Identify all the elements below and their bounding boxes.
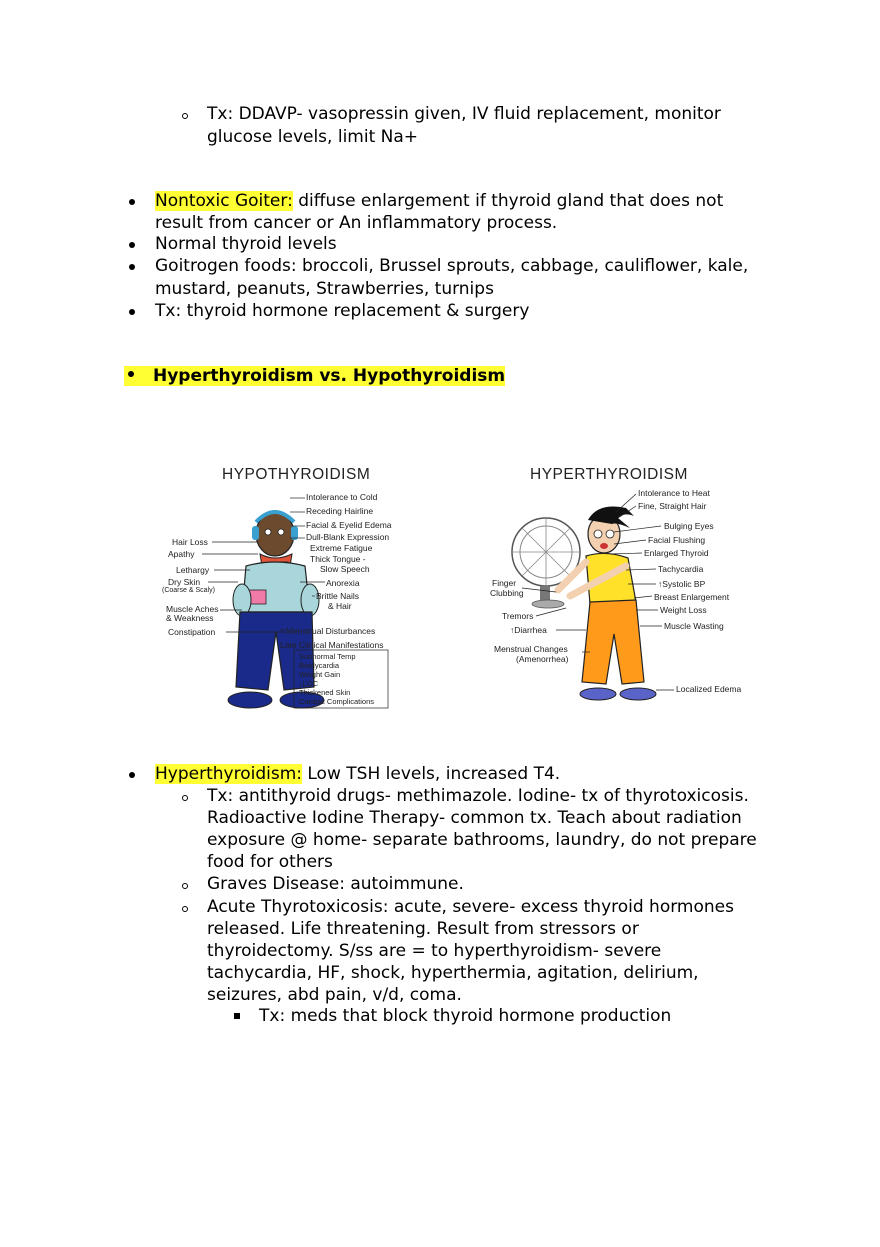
hypo-label: Receding Hairline [306, 506, 374, 516]
hyper-label: Muscle Wasting [664, 621, 724, 631]
goiter-term: Nontoxic Goiter: [155, 191, 293, 211]
acute-line: released. Life threatening. Result from stressors or [207, 919, 639, 939]
hypo-label: Late Clinical Manifestations [280, 640, 384, 650]
hypo-label: Hair Loss [172, 537, 208, 547]
hyper-label: Clubbing [490, 588, 524, 598]
hypo-label: & Hair [328, 601, 352, 611]
goiter-item-normal: Normal thyroid levels [155, 234, 337, 254]
hypo-label: Extreme Fatigue [310, 543, 373, 553]
hyper-tx-line: Tx: antithyroid drugs- methimazole. Iodine- tx of thyrotoxicosis. [207, 786, 749, 806]
hyper-label: ↑Diarrhea [510, 625, 547, 635]
hypo-label: & Weakness [166, 613, 214, 623]
hypo-label: Apathy [168, 549, 195, 559]
hypo-late-item: Weight Gain [299, 670, 341, 679]
hypo-label: Intolerance to Cold [306, 492, 378, 502]
hypo-late-item: ↓LOC [299, 679, 319, 688]
hypo-label: Brittle Nails [316, 591, 359, 601]
hypo-label: Thick Tongue - [310, 554, 366, 564]
hyper-label: Breast Enlargement [654, 592, 730, 602]
sub-bullet [182, 113, 188, 119]
sub-bullet [182, 883, 188, 889]
acute-line: Acute Thyrotoxicosis: acute, severe- excess thyroid hormones [207, 897, 734, 917]
goiter-def-text: diffuse enlargement if thyroid gland that does not [292, 191, 724, 211]
bullet [129, 772, 135, 778]
acute-line: thyroidectomy. S/ss are = to hyperthyroidism- severe [207, 941, 662, 961]
bullet [129, 309, 135, 315]
hyper-label: Enlarged Thyroid [644, 548, 709, 558]
sub-sub-bullet [234, 1013, 240, 1019]
bullet [129, 264, 135, 270]
hyper-label: Tremors [502, 611, 534, 621]
hypo-label: Constipation [168, 627, 216, 637]
hyper-tx-line: food for others [207, 852, 333, 872]
hypo-label: Slow Speech [320, 564, 370, 574]
hyper-label: Facial Flushing [648, 535, 706, 545]
bullet [129, 199, 135, 205]
hyper-label: (Amenorrhea) [516, 654, 569, 664]
comparison-heading [124, 365, 505, 387]
hypo-label: Dry Skin [168, 577, 201, 587]
hyper-label: Intolerance to Heat [638, 488, 710, 498]
sub-bullet [182, 906, 188, 912]
hypo-label: Lethargy [176, 565, 210, 575]
hypo-late-item: Subnormal Temp [299, 652, 356, 661]
goiter-definition [155, 190, 723, 212]
hyper-label: Finger [492, 578, 517, 588]
hyperthyroidism-figure [486, 462, 748, 718]
hyperthyroidism-def-text: Low TSH levels, increased T4. [301, 764, 561, 784]
hypo-label: (Coarse & Scaly) [162, 587, 215, 594]
sub-bullet [182, 795, 188, 801]
hyper-title: HYPERTHYROIDISM [530, 466, 688, 483]
goiter-item-foods-2: mustard, peanuts, Strawberries, turnips [155, 279, 494, 299]
hyper-tx-line: Radioactive Iodine Therapy- common tx. Teach about radiation [207, 808, 742, 828]
acute-line: tachycardia, HF, shock, hyperthermia, agitation, delirium, [207, 963, 699, 983]
hyper-tx-line: exposure @ home- separate bathrooms, laundry, do not prepare [207, 830, 757, 850]
hypo-title: HYPOTHYROIDISM [222, 466, 371, 483]
comparison-heading-text: Hyperthyroidism vs. Hypothyroidism [153, 366, 506, 386]
graves-line: Graves Disease: autoimmune. [207, 874, 464, 894]
hypo-label: Muscle Aches [166, 604, 219, 614]
hypothyroidism-figure [160, 462, 410, 718]
bullet [129, 242, 135, 248]
hyper-label: Localized Edema [676, 684, 742, 694]
goiter-item-tx: Tx: thyroid hormone replacement & surgery [155, 301, 530, 321]
tx-ddavp-line1: Tx: DDAVP- vasopressin given, IV fluid replacement, monitor [207, 104, 721, 124]
hyper-label: Tachycardia [658, 564, 704, 574]
hyper-label: Bulging Eyes [664, 521, 714, 531]
hypo-late-item: Cardiac Complications [299, 697, 375, 706]
goiter-item-foods-1: Goitrogen foods: broccoli, Brussel sprouts, cabbage, cauliflower, kale, [155, 256, 749, 276]
hyper-label: Weight Loss [660, 605, 707, 615]
hypo-late-item: Bradycardia [299, 661, 340, 670]
hypo-label: Menstrual Disturbances [286, 626, 376, 636]
hyper-label: Fine, Straight Hair [638, 501, 707, 511]
hyper-person-illustration [486, 462, 748, 718]
acute-tx-line: Tx: meds that block thyroid hormone production [259, 1006, 672, 1026]
hypo-label: Facial & Eyelid Edema [306, 520, 392, 530]
hyper-label: ↑Systolic BP [658, 579, 706, 589]
tx-ddavp-line2: glucose levels, limit Na+ [207, 127, 419, 147]
hyperthyroidism-term: Hyperthyroidism: [155, 764, 302, 784]
goiter-def-line2: result from cancer or An inflammatory process. [155, 213, 558, 233]
hypo-late-item: Thickened Skin [299, 688, 351, 697]
hyper-label: Menstrual Changes [494, 644, 568, 654]
hypo-label: Dull-Blank Expression [306, 532, 390, 542]
hyperthyroidism-definition [155, 763, 560, 785]
hypo-label: Anorexia [326, 578, 360, 588]
acute-line: seizures, abd pain, v/d, coma. [207, 985, 462, 1005]
